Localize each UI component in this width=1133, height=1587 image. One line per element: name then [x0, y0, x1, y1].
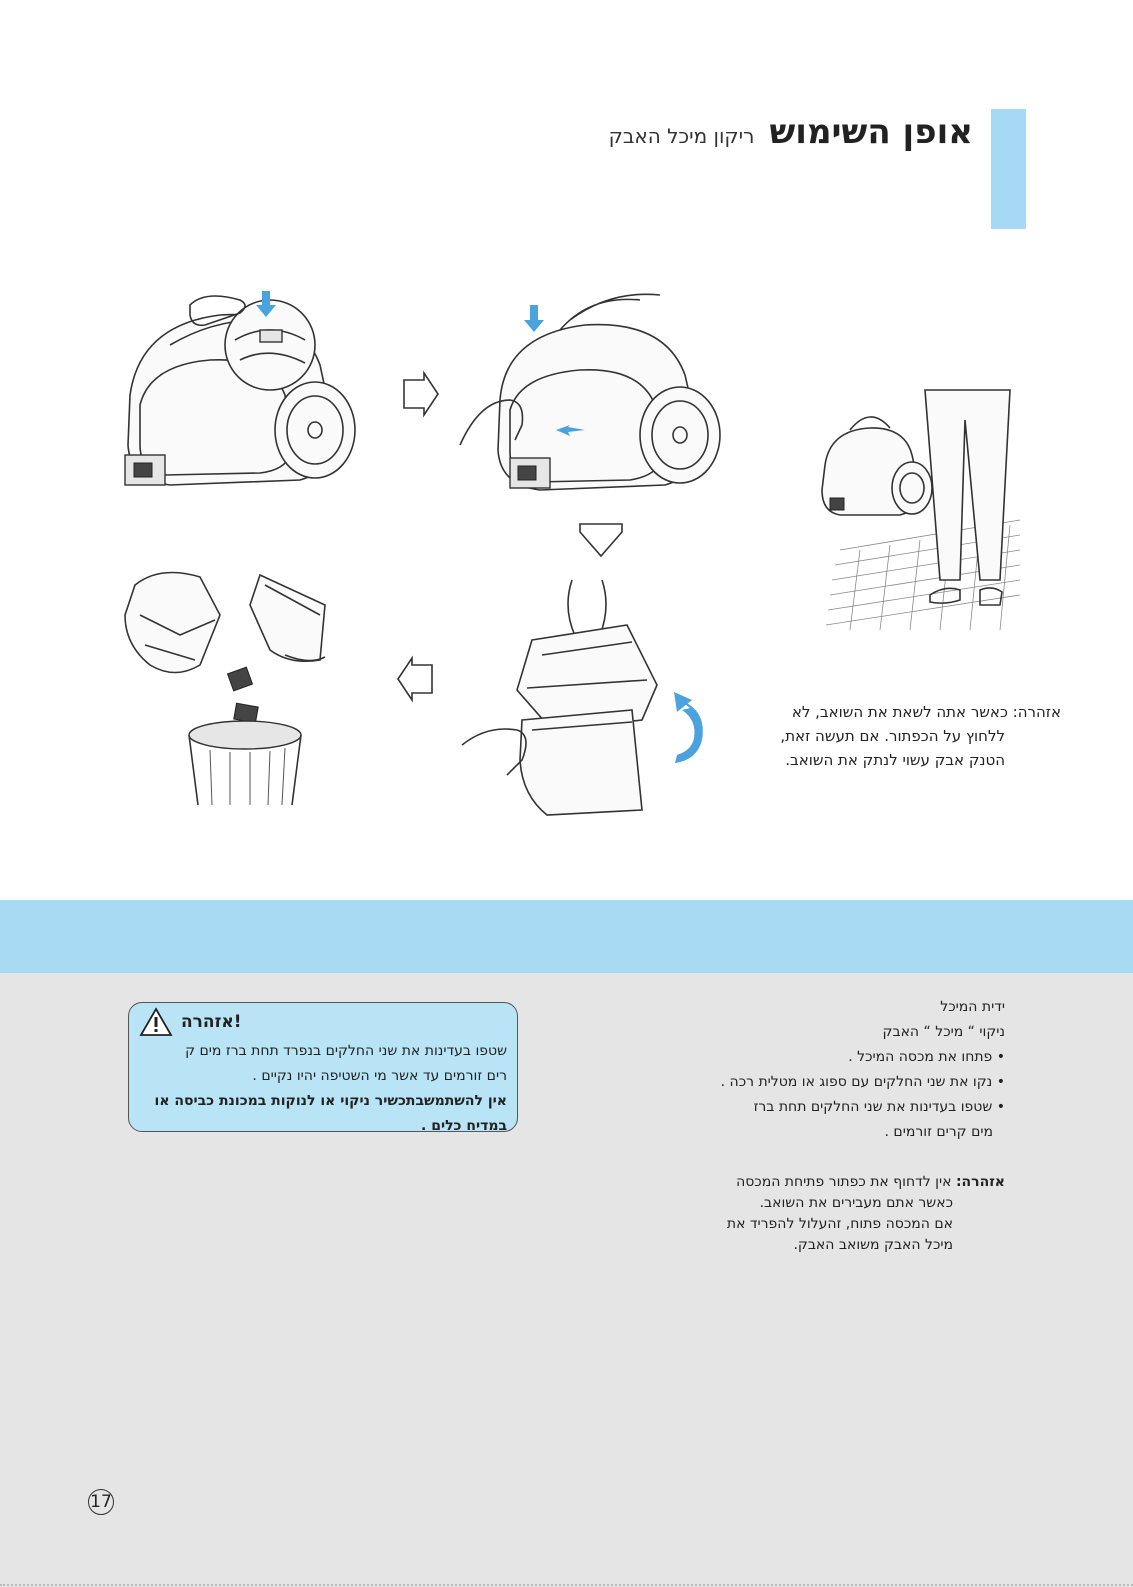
carry-warning-text	[721, 700, 1061, 772]
vacuum-lift-illustration	[460, 290, 730, 515]
instruction-line: • פתחו את מכסה המיכל .	[848, 1049, 1005, 1065]
caution-box	[128, 1002, 518, 1132]
vacuum-press-button-illustration	[110, 285, 360, 515]
instruction-line: • נקו את שני החלקים עם ספוג או מטלית רכה .	[720, 1074, 1005, 1090]
instruction-line: • שטפו בעדינות את שני החלקים תחת ברז	[753, 1099, 1005, 1115]
carry-warning-line: אזהרה: כאשר אתה לשאת את השואב, לא	[791, 703, 1061, 721]
carry-warning-line: הטנק אבק עשוי לנתק את השואב.	[785, 751, 1005, 769]
instruction-line: ידית המיכל	[940, 999, 1005, 1015]
caution-line: רים זורמים עד אשר מי השטיפה יהיו נקיים .	[252, 1068, 507, 1084]
caution-bold-line: אין להשתמשבתכשיר ניקוי או לנוקות במכונת כביסה או	[154, 1093, 507, 1109]
button-warning-line: כאשר אתם מעבירים את השואב.	[759, 1195, 953, 1211]
button-warning-line: מיכל האבק משואב האבק.	[793, 1237, 953, 1253]
button-warning-line: אין לדחוף את כפתור פתיחת המכסה	[736, 1174, 952, 1190]
caution-header	[139, 1007, 507, 1037]
instruction-line: ניקוי “ מיכל “ האבק	[882, 1024, 1005, 1040]
carrying-vacuum-illustration	[820, 390, 1030, 640]
flow-arrow-left-icon	[394, 657, 434, 701]
header-accent-bar	[991, 109, 1026, 229]
button-warning-label: אזהרה:	[955, 1174, 1005, 1190]
flow-arrow-down-icon	[578, 522, 624, 558]
bottom-border	[0, 1584, 1133, 1586]
page-subtitle: ריקון מיכל האבק	[608, 124, 755, 148]
section-band	[0, 900, 1133, 973]
caution-line: שטפו בעדינות את שני החלקים בנפרד תחת ברז מים ק	[185, 1043, 507, 1059]
page-header	[609, 112, 973, 152]
page-number: 17	[88, 1489, 114, 1515]
emptying-dust-bin-illustration	[120, 565, 350, 805]
page-title: אופן השימוש	[769, 112, 973, 152]
caution-text	[139, 1039, 507, 1139]
flow-arrow-right-icon	[402, 372, 442, 416]
carry-warning-line: ללחוץ על הכפתור. אם תעשה זאת,	[780, 727, 1005, 745]
separating-dust-bin-illustration	[462, 580, 727, 825]
button-warning-line: אם המכסה פתוח, זהעלול להפריד את	[726, 1216, 953, 1232]
caution-bold-line: במדיח כלים .	[421, 1118, 507, 1134]
button-warning-text	[565, 1172, 1005, 1256]
warning-triangle-icon	[139, 1007, 173, 1037]
caution-title: !אזהרה	[181, 1012, 242, 1032]
cleaning-instructions	[585, 995, 1005, 1145]
instruction-line: מים קרים זורמים .	[884, 1124, 993, 1140]
